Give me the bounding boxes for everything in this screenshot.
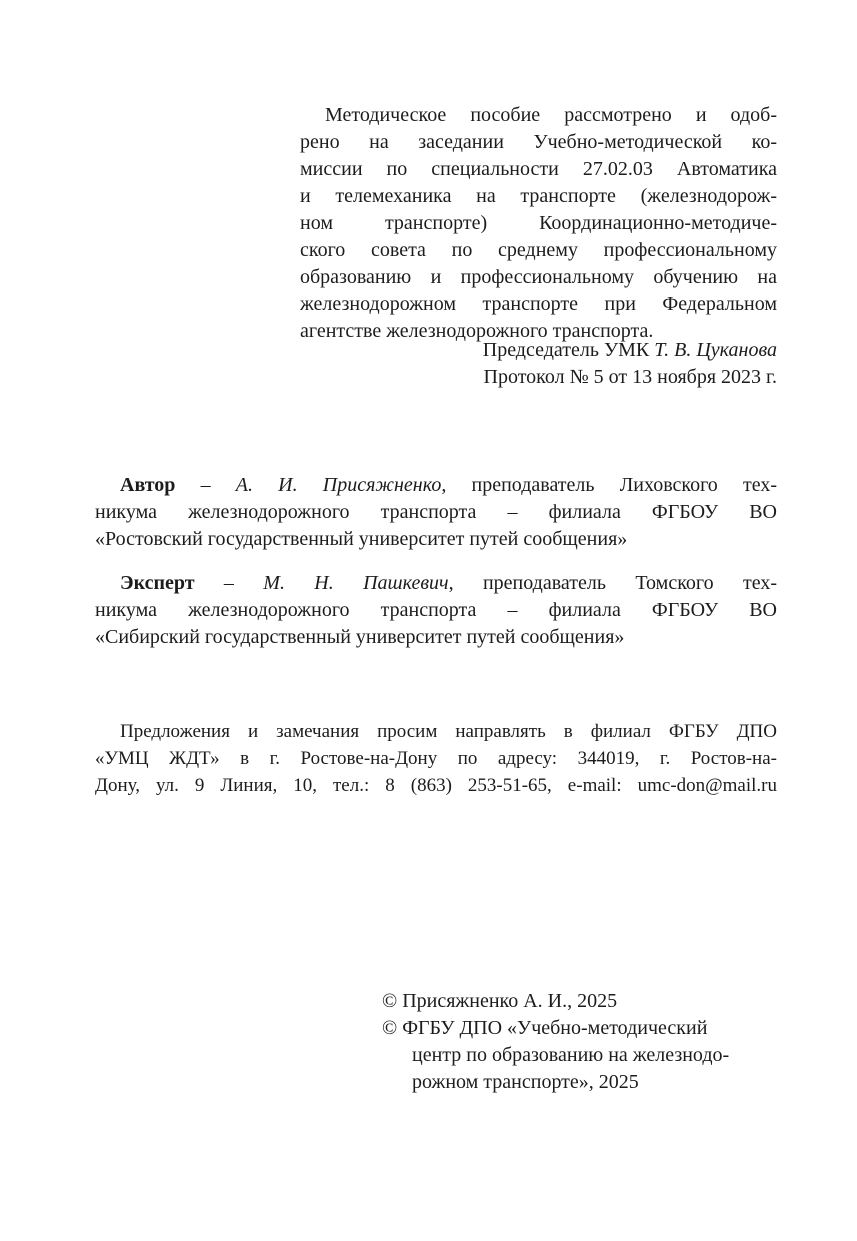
chair-name: Т. В. Цуканова — [654, 339, 777, 361]
text-line: рено на заседании Учебно-методической ко- — [300, 131, 777, 153]
text-line: Предложения и замечания просим направлять в филиал ФГБУ ДПО — [120, 721, 777, 742]
dash: – — [223, 572, 234, 594]
copyright-block — [382, 988, 782, 1096]
protocol-line: Протокол № 5 от 13 ноября 2023 г. — [483, 366, 777, 388]
text-line — [95, 472, 777, 499]
author-name: А. И. Присяжненко — [235, 474, 442, 496]
text-line: «Ростовский государственный университет путей сообщения» — [95, 528, 628, 550]
text-line: никума железнодорожного транспорта – филиала ФГБОУ ВО — [95, 599, 777, 621]
text-line — [95, 570, 777, 597]
text-line: ского совета по среднему профессиональному — [300, 239, 777, 261]
author-paragraph — [95, 472, 777, 553]
expert-role: Эксперт — [120, 572, 195, 594]
expert-name: М. Н. Пашкевич — [263, 572, 449, 594]
feedback-paragraph — [95, 718, 777, 799]
copyright-line: центр по образованию на железнодо- — [412, 1044, 730, 1066]
text-line: «Сибирский государственный университет путей сообщения» — [95, 626, 625, 648]
text-line: миссии по специальности 27.02.03 Автоматика — [300, 158, 777, 180]
text-line: и телемеханика на транспорте (железнодорож- — [300, 185, 777, 207]
chair-line — [300, 337, 777, 364]
expert-paragraph — [95, 570, 777, 651]
copyright-line: © Присяжненко А. И., 2025 — [382, 990, 618, 1012]
copyright-line: © ФГБУ ДПО «Учебно-методический — [382, 1017, 708, 1039]
text-line: образованию и профессиональному обучению на — [300, 266, 777, 288]
author-role: Автор — [120, 474, 176, 496]
text-line: железнодорожном транспорте при Федеральном — [300, 293, 777, 315]
signature-block — [300, 337, 777, 391]
chair-label: Председатель УМК — [482, 339, 650, 361]
expert-rest: , преподаватель Томского тех- — [448, 572, 777, 594]
text-line: Методическое пособие рассмотрено и одоб- — [325, 104, 777, 126]
dash: – — [200, 474, 211, 496]
author-rest: , преподаватель Лиховского тех- — [441, 474, 777, 496]
text-line: агентстве железнодорожного транспорта. — [300, 320, 654, 342]
copyright-line: рожном транспорте», 2025 — [412, 1071, 639, 1093]
text-line: никума железнодорожного транспорта – филиала ФГБОУ ВО — [95, 501, 777, 523]
text-line: ном транспорте) Координационно-методиче- — [300, 212, 777, 234]
approval-paragraph — [300, 102, 777, 345]
text-line: Дону, ул. 9 Линия, 10, тел.: 8 (863) 253-51-65, e-mail: umc-don@mail.ru — [95, 775, 777, 796]
text-line: «УМЦ ЖДТ» в г. Ростове-на-Дону по адресу: 344019, г. Ростов-на- — [95, 748, 777, 769]
